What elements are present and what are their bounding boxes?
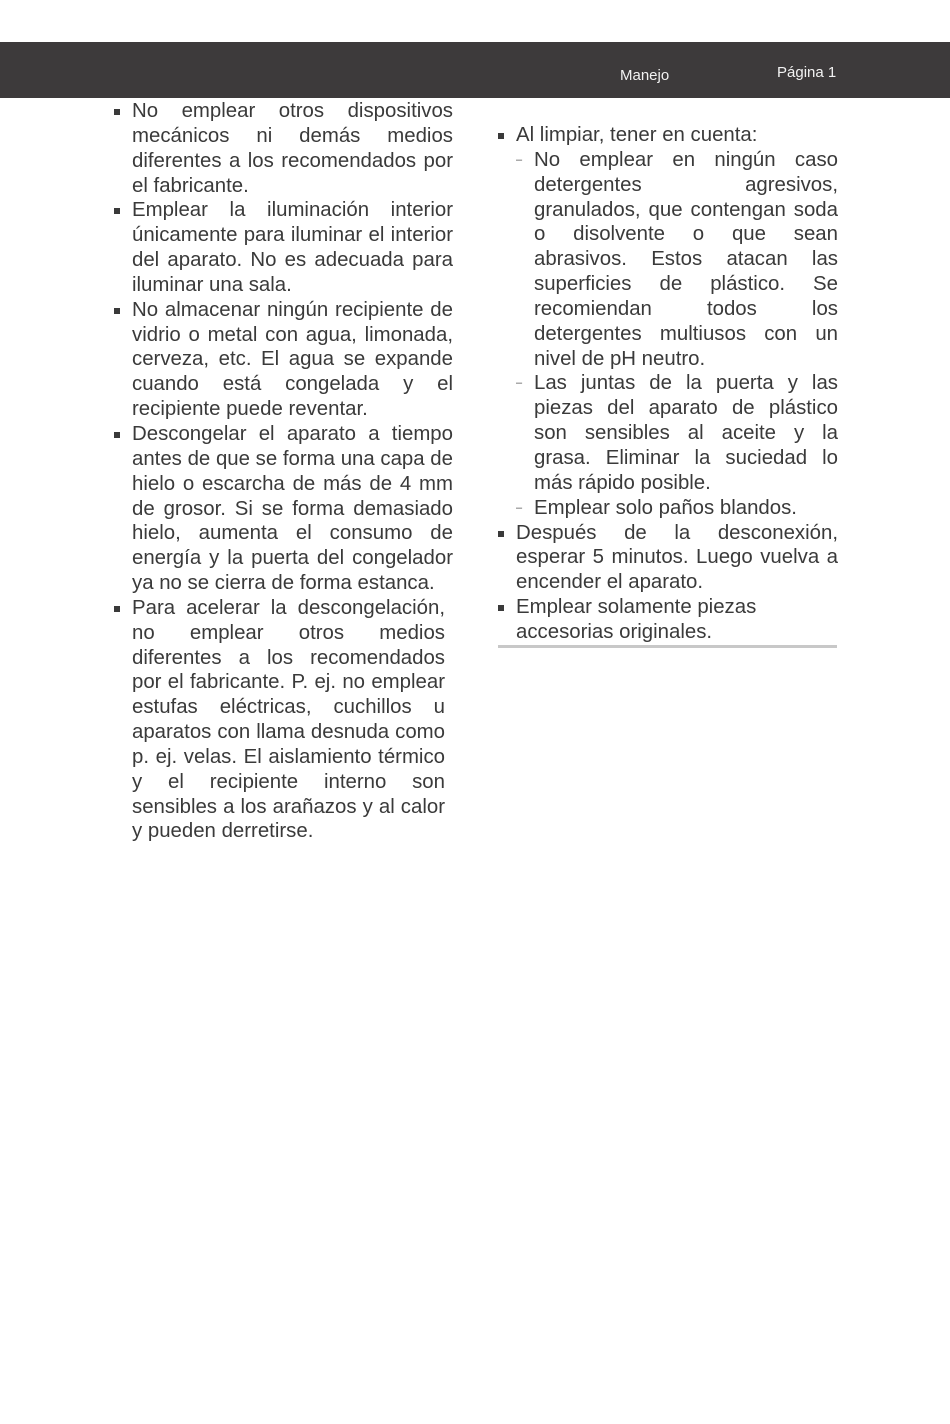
square-bullet-icon (114, 606, 120, 612)
sub-list-item (516, 371, 838, 495)
list-item-text: Descongelar el aparato a tiempo antes de que se forma una capa de hielo o escarcha de más de 4 mm de grosor. Si se forma demasiado hielo, aumenta el consumo de energía y la puerta del congelador ya no se cierra de forma estanca. (132, 422, 453, 595)
section-divider (498, 645, 837, 648)
list-item (104, 422, 453, 596)
sub-list-item (516, 496, 838, 521)
sub-list-item-text: Emplear solo paños blandos. (534, 496, 797, 519)
header-bar (0, 42, 950, 98)
dash-bullet-icon: – (516, 377, 523, 390)
square-bullet-icon (114, 432, 120, 438)
list-item (488, 521, 838, 596)
square-bullet-icon (114, 208, 120, 214)
sub-list-item-text: Las juntas de la puerta y las piezas del aparato de plástico son sensibles al aceite y la grasa. Eliminar la suciedad lo más rápido posible. (534, 372, 838, 494)
square-bullet-icon (498, 133, 504, 139)
sub-list-item (516, 148, 838, 372)
list-item-text: Después de la desconexión, esperar 5 minutos. Luego vuelva a encender el aparato. (516, 521, 838, 594)
square-bullet-icon (498, 531, 504, 537)
header-section-title: Manejo (620, 67, 670, 84)
list-item (104, 198, 453, 297)
list-item-text: No almacenar ningún recipiente de vidrio o metal con agua, limonada, cerveza, etc. El agua se expande cuando está congelada y el recipiente puede reventar. (132, 298, 453, 421)
list-item-text: Para acelerar la descongelación, no emplear otros medios diferentes a los recomendados por el fabricante. P. ej. no emplear estufas eléctricas, cuchillos u aparatos con llama desnuda como p. ej. velas. El aislamiento térmico y el recipiente interno son sensibles a los arañazos y al calor y pueden derretirse. (132, 596, 445, 843)
dash-bullet-icon: – (516, 153, 523, 166)
right-column (488, 123, 838, 645)
list-item (104, 596, 445, 844)
square-bullet-icon (114, 308, 120, 314)
square-bullet-icon (114, 109, 120, 115)
page-number: Página 1 (777, 64, 837, 81)
list-item (488, 595, 838, 645)
square-bullet-icon (498, 605, 504, 611)
list-item (104, 298, 453, 422)
list-item-text: Emplear solamente piezas accesorias originales. (516, 596, 757, 643)
sub-list-item-text: No emplear en ningún caso detergentes agresivos, granulados, que contengan soda o disolvente o que sean abrasivos. Estos atacan las superficies de plástico. Se recomiendan todos los detergentes multiusos con un nivel de pH neutro. (534, 148, 838, 370)
left-column (104, 99, 453, 844)
list-item-text: No emplear otros dispositivos mecánicos ni demás medios diferentes a los recomendados por el fabricante. (132, 100, 453, 197)
list-item (488, 123, 838, 521)
cleaning-intro: Al limpiar, tener en cuenta: (516, 124, 758, 146)
list-item (104, 99, 453, 198)
dash-bullet-icon: – (516, 501, 523, 514)
list-item-text: Emplear la iluminación interior únicamente para iluminar el interior del aparato. No es adecuada para iluminar una sala. (132, 199, 453, 296)
